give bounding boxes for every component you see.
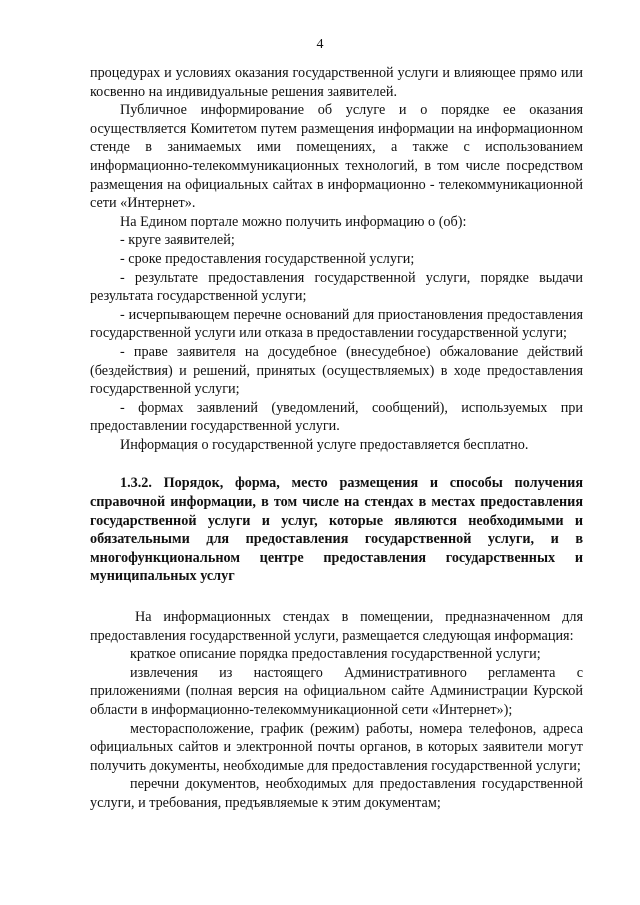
section-heading: 1.3.2. Порядок, форма, место размещения и способы получения справочной информации, в том числе на стендах в местах предоставления государственной услуги и услуг, которые являются необходимыми и обязательными для предоставления государственной услуги, и в многофункциональном центре предоставления государственных и муниципальных услуг bbox=[90, 475, 583, 585]
list-item: перечни документов, необходимых для предоставления государственной услуги, и требования, предъявляемые к этим документам; bbox=[90, 776, 583, 811]
page-number: 4 bbox=[316, 37, 324, 52]
list-item: - сроке предоставления государственной услуги; bbox=[120, 250, 415, 267]
list-item: - круге заявителей; bbox=[120, 232, 235, 249]
paragraph: Публичное информирование об услуге и о порядке ее оказания осуществляется Комитетом путем размещения информации на информационном стенде в занимаемых ими помещениях, а также с использованием информационно-телекоммуникационных технологий, в том числе посредством размещения на официальных сайтах в информационно - телекоммуникационной сети «Интернет». bbox=[90, 102, 583, 212]
list-item: - исчерпывающем перечне оснований для приостановления предоставления государственной услуги или отказа в предоставлении государственной услуги; bbox=[90, 306, 583, 342]
section-info-channels bbox=[90, 64, 583, 454]
paragraph: На Едином портале можно получить информацию о (об): bbox=[120, 213, 467, 230]
list-item: месторасположение, график (режим) работы, номера телефонов, адреса официальных сайтов и электронной почты органов, в которых заявители могут получить документы, необходимые для предоставления государственной услуги; bbox=[90, 720, 583, 774]
paragraph: Информация о государственной услуге предоставляется бесплатно. bbox=[120, 436, 529, 453]
document-body bbox=[90, 64, 583, 813]
section-stands bbox=[90, 608, 583, 813]
paragraph: процедурах и условиях оказания государственной услуги и влияющее прямо или косвенно на индивидуальные решения заявителей. bbox=[90, 65, 583, 100]
list-item: краткое описание порядка предоставления государственной услуги; bbox=[130, 646, 541, 663]
list-item: - результате предоставления государственной услуги, порядке выдачи результата государственной услуги; bbox=[90, 269, 583, 305]
paragraph: На информационных стендах в помещении, предназначенном для предоставления государственной услуги, размещается следующая информация: bbox=[90, 609, 583, 644]
list-item: - праве заявителя на досудебное (внесудебное) обжалование действий (бездействия) и решений, принятых (осуществляемых) в ходе предоставления государственной услуги; bbox=[90, 343, 583, 398]
list-item: извлечения из настоящего Административного регламента с приложениями (полная версия на официальном сайте Администрации Курской области в информационно-телекоммуникационной сети «Интернет»); bbox=[90, 664, 583, 718]
list-item: - формах заявлений (уведомлений, сообщений), используемых при предоставлении государственной услуги. bbox=[90, 399, 583, 435]
